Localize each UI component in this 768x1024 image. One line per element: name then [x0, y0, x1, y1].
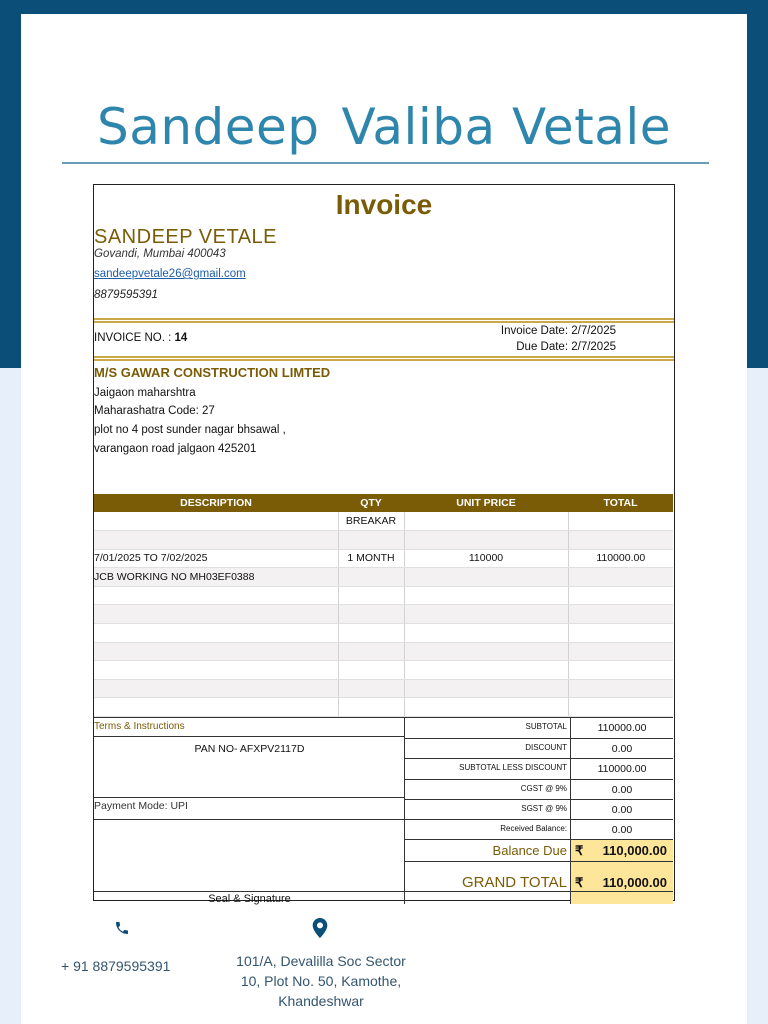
- client-name: M/S GAWAR CONSTRUCTION LIMTED: [94, 365, 331, 380]
- table-cell: [94, 679, 338, 698]
- sgst-label: SGST @ 9%: [521, 804, 567, 813]
- subtotal-less-discount-label: SUBTOTAL LESS DISCOUNT: [459, 763, 567, 772]
- table-cell: [404, 642, 568, 661]
- brand-name: [21, 98, 747, 156]
- invoice-date-value: 2/7/2025: [571, 325, 616, 337]
- table-row: [94, 549, 673, 568]
- balance-due-amount: 110,000.00: [602, 843, 667, 858]
- received-balance-label: Received Balance:: [500, 824, 567, 833]
- seller-address: Govandi, Mumbai 400043: [94, 248, 226, 260]
- footer-address-line: 10, Plot No. 50, Kamothe,: [240, 973, 402, 989]
- table-cell: [568, 661, 673, 680]
- table-cell: [338, 642, 404, 661]
- column-header: TOTAL: [568, 494, 673, 512]
- table-cell: [338, 698, 404, 717]
- currency-symbol: ₹: [575, 875, 584, 890]
- sgst-value: 0.00: [570, 800, 673, 820]
- table-cell: [94, 531, 338, 550]
- payment-mode: Payment Mode: UPI: [94, 800, 188, 812]
- cgst-label: CGST @ 9%: [520, 783, 567, 793]
- table-row: [94, 531, 673, 550]
- pan-number: PAN NO- AFXPV2117D: [194, 743, 305, 755]
- table-row: [94, 624, 673, 643]
- table-cell: [94, 605, 338, 624]
- divider: [94, 736, 405, 737]
- location-pin-icon: [312, 918, 328, 938]
- table-cell: [404, 512, 568, 531]
- table-row: [94, 679, 673, 698]
- footer-address-line: 101/A, Devalilla Soc Sector: [236, 953, 406, 969]
- subtotal-value: 110000.00: [570, 718, 673, 738]
- cgst-row: [405, 779, 673, 800]
- table-cell: [94, 512, 338, 531]
- table-cell: [568, 531, 673, 550]
- client-address-line: varangaon road jalgaon 425201: [94, 443, 257, 455]
- gold-divider: [94, 318, 674, 320]
- received-balance-value: 0.00: [570, 820, 673, 840]
- letterhead-sheet: [21, 14, 747, 1024]
- table-cell: BREAKAR: [338, 512, 404, 531]
- seal-signature: Seal & Signature: [208, 893, 291, 905]
- table-cell: [568, 586, 673, 605]
- cgst-value: 0.00: [570, 780, 673, 800]
- invoice-number-value: 14: [174, 332, 188, 344]
- divider: [94, 797, 405, 798]
- table-cell: 110000: [404, 549, 568, 568]
- table-cell: [94, 586, 338, 605]
- due-date-label: Due Date:: [516, 341, 569, 353]
- due-date: [501, 339, 616, 355]
- table-row: [94, 642, 673, 661]
- table-cell: 1 MONTH: [338, 549, 404, 568]
- grand-total-label: GRAND TOTAL: [461, 874, 567, 891]
- subtotal-less-discount-value: 110000.00: [570, 759, 673, 779]
- table-cell: [404, 586, 568, 605]
- table-cell: [338, 586, 404, 605]
- seller-name: SANDEEP VETALE: [94, 226, 277, 248]
- subtotal-less-discount-row: [405, 758, 673, 779]
- column-header: QTY: [338, 494, 404, 512]
- footer-phone: + 91 8879595391: [61, 958, 171, 974]
- brand-divider: [62, 162, 709, 164]
- table-cell: [404, 605, 568, 624]
- sgst-row: [405, 799, 673, 820]
- table-cell: JCB WORKING NO MH03EF0388: [94, 568, 338, 587]
- table-cell: [568, 512, 673, 531]
- table-cell: [338, 531, 404, 550]
- column-header: DESCRIPTION: [94, 494, 338, 512]
- invoice-number-label: INVOICE NO. :: [94, 332, 172, 344]
- brand-rest-name: Valiba Vetale: [341, 98, 672, 156]
- column-header: UNIT PRICE: [404, 494, 568, 512]
- invoice-box: [93, 184, 675, 905]
- table-row: [94, 568, 673, 587]
- invoice-date-label: Invoice Date:: [500, 325, 569, 337]
- table-cell: [338, 679, 404, 698]
- table-header-row: [94, 494, 673, 512]
- table-cell: [568, 698, 673, 717]
- invoice-dates: [501, 323, 616, 355]
- brand-first-name: Sandeep: [96, 98, 320, 156]
- summary-section: [94, 717, 673, 904]
- table-cell: 7/01/2025 TO 7/02/2025: [94, 549, 338, 568]
- table-cell: [404, 531, 568, 550]
- terms-label: Terms & Instructions: [94, 721, 185, 732]
- table-cell: [338, 605, 404, 624]
- subtotal-row: [405, 717, 673, 738]
- subtotal-label: SUBTOTAL: [525, 722, 567, 731]
- invoice-number: [94, 332, 187, 344]
- phone-icon: [114, 920, 130, 936]
- table-cell: [94, 642, 338, 661]
- balance-due-label: Balance Due: [492, 843, 567, 858]
- table-cell: [404, 568, 568, 587]
- balance-due-row: [405, 839, 673, 861]
- table-cell: [338, 624, 404, 643]
- terms-column: [94, 717, 405, 904]
- table-row: [94, 605, 673, 624]
- table-cell: [568, 568, 673, 587]
- table-cell: [338, 661, 404, 680]
- table-cell: [404, 661, 568, 680]
- table-cell: 110000.00: [568, 549, 673, 568]
- invoice-date: [501, 323, 616, 339]
- client-address-line: Maharashatra Code: 27: [94, 405, 215, 417]
- table-row: [94, 698, 673, 717]
- grand-total-value: [570, 862, 673, 904]
- grand-total-amount: 110,000.00: [602, 875, 667, 890]
- footer-address-line: Khandeshwar: [278, 993, 364, 1009]
- received-balance-row: [405, 819, 673, 840]
- footer-address: [211, 951, 431, 1011]
- table-cell: [94, 661, 338, 680]
- table-cell: [404, 679, 568, 698]
- discount-value: 0.00: [570, 739, 673, 759]
- table-cell: [404, 624, 568, 643]
- table-cell: [404, 698, 568, 717]
- table-cell: [94, 624, 338, 643]
- client-address-line: Jaigaon maharshtra: [94, 387, 196, 399]
- table-cell: [338, 568, 404, 587]
- table-row: [94, 661, 673, 680]
- table-row: [94, 512, 673, 531]
- invoice-bottom-rule: [94, 891, 673, 892]
- due-date-value: 2/7/2025: [571, 341, 616, 353]
- table-cell: [568, 605, 673, 624]
- discount-row: [405, 738, 673, 759]
- seller-email-link[interactable]: sandeepvetale26@gmail.com: [94, 268, 246, 280]
- grand-total-row: [405, 861, 673, 904]
- table-cell: [568, 679, 673, 698]
- balance-due-value: [570, 840, 673, 861]
- gold-divider: [94, 359, 674, 361]
- client-address-line: plot no 4 post sunder nagar bhsawal ,: [94, 424, 286, 436]
- table-cell: [568, 642, 673, 661]
- currency-symbol: ₹: [575, 843, 584, 858]
- table-cell: [568, 624, 673, 643]
- items-table: [94, 494, 673, 717]
- divider: [94, 819, 405, 820]
- gold-divider: [94, 356, 674, 358]
- table-row: [94, 586, 673, 605]
- discount-label: DISCOUNT: [525, 742, 567, 752]
- seller-phone: 8879595391: [94, 289, 158, 301]
- invoice-title: Invoice: [335, 189, 433, 220]
- table-cell: [94, 698, 338, 717]
